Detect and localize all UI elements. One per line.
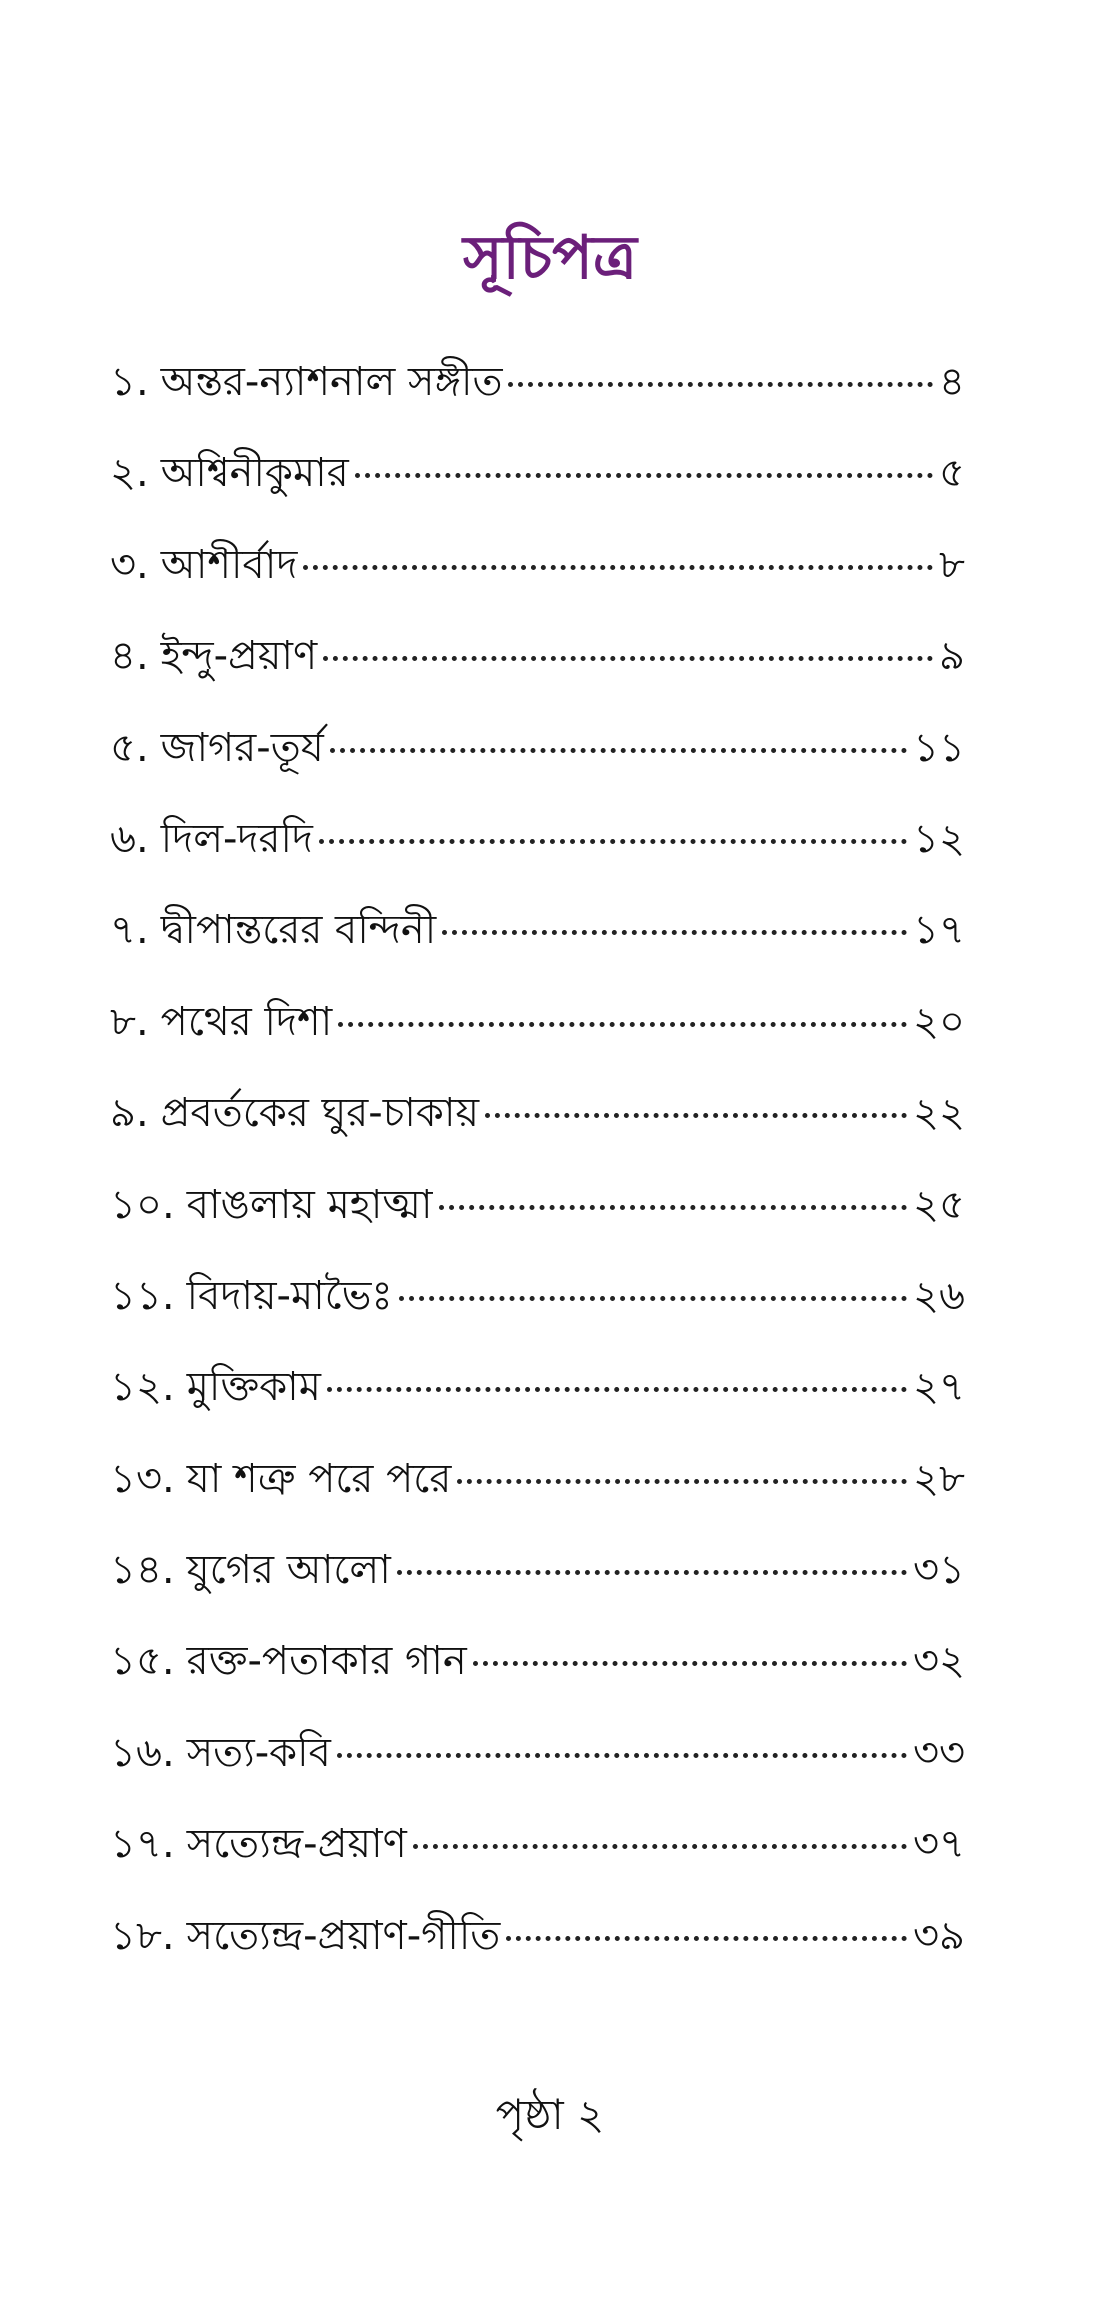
toc-entry-number: ৬. — [110, 815, 149, 862]
toc-entry-title: সত্যেন্দ্র-প্রয়াণ-গীতি — [186, 1912, 501, 1959]
toc-entry — [110, 1631, 965, 1722]
toc-entry-title: অন্তর-ন্যাশনাল সঙ্গীত — [160, 359, 503, 405]
toc-entry — [110, 1540, 965, 1631]
dot-leader — [413, 1844, 907, 1849]
toc-entry — [110, 443, 965, 534]
toc-entry-title: দ্বীপান্তরের বন্দিনী — [160, 907, 437, 954]
toc-entry-title: সত্যেন্দ্র-প্রয়াণ — [186, 1821, 407, 1868]
toc-entry-page: ২৭ — [912, 1364, 965, 1411]
toc-entry-title: রক্ত-পতাকার গান — [186, 1638, 467, 1685]
toc-entry-title: যুগের আলো — [186, 1547, 391, 1594]
toc-entry-page: ৩২ — [912, 1638, 965, 1685]
table-of-contents — [110, 352, 965, 1997]
toc-entry-page: ২৫ — [913, 1181, 965, 1228]
toc-entry-number: ১৭. — [110, 1821, 175, 1868]
toc-entry — [110, 809, 965, 900]
toc-entry — [110, 1814, 965, 1905]
toc-entry — [110, 1723, 965, 1814]
dot-leader — [473, 1661, 907, 1666]
toc-entry-number: ১৪. — [110, 1547, 175, 1594]
toc-entry — [110, 1357, 965, 1448]
toc-entry — [110, 352, 965, 443]
toc-entry-page: ২৮ — [913, 1455, 965, 1502]
toc-entry — [110, 1449, 965, 1540]
toc-entry — [110, 1266, 965, 1357]
toc-entry-page: ৩৯ — [913, 1912, 965, 1959]
dot-leader — [337, 1753, 907, 1758]
toc-entry-title: বিদায়-মাভৈঃ — [186, 1272, 393, 1319]
toc-entry-title: বাঙলায় মহাত্মা — [186, 1181, 433, 1228]
dot-leader — [506, 1936, 907, 1941]
toc-entry-page: ৮ — [939, 541, 965, 588]
toc-entry-number: ১৫. — [110, 1638, 175, 1685]
page-title: সূচিপত্র — [463, 223, 637, 293]
toc-entry — [110, 900, 965, 991]
toc-entry-number: ৪. — [110, 633, 149, 680]
dot-leader — [303, 565, 933, 570]
dot-leader — [439, 1205, 907, 1210]
dot-leader — [338, 1022, 907, 1027]
toc-entry-number: ৫. — [110, 724, 149, 771]
toc-entry-page: ১৭ — [913, 907, 965, 954]
toc-entry-page: ১২ — [913, 815, 965, 862]
toc-entry-page: ৩৭ — [912, 1821, 965, 1868]
toc-entry-number: ১৮. — [110, 1912, 175, 1959]
toc-entry — [110, 535, 965, 626]
toc-entry-title: দিল-দরদি — [160, 815, 313, 862]
toc-entry — [110, 1906, 965, 1997]
toc-entry-title: অশ্বিনীকুমার — [160, 450, 349, 497]
toc-entry-page: ৪ — [939, 359, 965, 405]
dot-leader — [397, 1570, 907, 1575]
toc-entry — [110, 718, 965, 809]
toc-entry-number: ৩. — [110, 541, 149, 588]
toc-entry-number: ৮. — [110, 998, 149, 1045]
toc-entry-number: ১৬. — [110, 1729, 175, 1776]
dot-leader — [485, 1113, 907, 1118]
toc-entry-title: জাগর-তূর্য — [160, 724, 324, 771]
toc-entry-number: ২. — [110, 450, 149, 497]
dot-leader — [327, 1387, 907, 1392]
dot-leader — [355, 473, 933, 478]
toc-entry-page: ২২ — [912, 1090, 965, 1137]
toc-entry-page: ৫ — [939, 450, 965, 497]
toc-entry-number: ১. — [110, 359, 149, 405]
toc-entry-title: ইন্দু-প্রয়াণ — [160, 633, 318, 680]
toc-entry-number: ৯. — [110, 1090, 149, 1137]
toc-entry-page: ২০ — [912, 998, 965, 1045]
dot-leader — [457, 1479, 907, 1484]
toc-entry-number: ১২. — [110, 1364, 175, 1411]
toc-entry-page: ২৬ — [912, 1272, 965, 1319]
dot-leader — [442, 930, 907, 935]
toc-entry-title: প্রবর্তকের ঘুর-চাকায় — [160, 1090, 480, 1137]
toc-entry-page: ৯ — [939, 633, 965, 680]
toc-entry — [110, 626, 965, 717]
toc-entry — [110, 1175, 965, 1266]
toc-entry-page: ৩৩ — [912, 1729, 965, 1776]
dot-leader — [323, 656, 933, 661]
toc-entry-number: ১৩. — [110, 1455, 175, 1502]
dot-leader — [399, 1296, 907, 1301]
toc-entry-number: ১১. — [110, 1272, 175, 1319]
toc-entry — [110, 1083, 965, 1174]
toc-entry-page: ১১ — [913, 724, 965, 771]
toc-entry-title: আশীর্বাদ — [160, 541, 298, 588]
toc-entry-number: ১০. — [110, 1181, 175, 1228]
toc-entry — [110, 992, 965, 1083]
toc-entry-title: যা শত্রু পরে পরে — [186, 1455, 452, 1502]
dot-leader — [319, 839, 907, 844]
dot-leader — [508, 382, 933, 387]
toc-entry-title: সত্য-কবি — [186, 1729, 331, 1776]
page-number: পৃষ্ঠা ২ — [495, 2090, 605, 2139]
dot-leader — [330, 748, 907, 753]
toc-entry-title: পথের দিশা — [160, 998, 333, 1045]
toc-entry-page: ৩১ — [913, 1547, 965, 1594]
toc-entry-number: ৭. — [110, 907, 149, 954]
toc-entry-title: মুক্তিকাম — [186, 1364, 321, 1411]
